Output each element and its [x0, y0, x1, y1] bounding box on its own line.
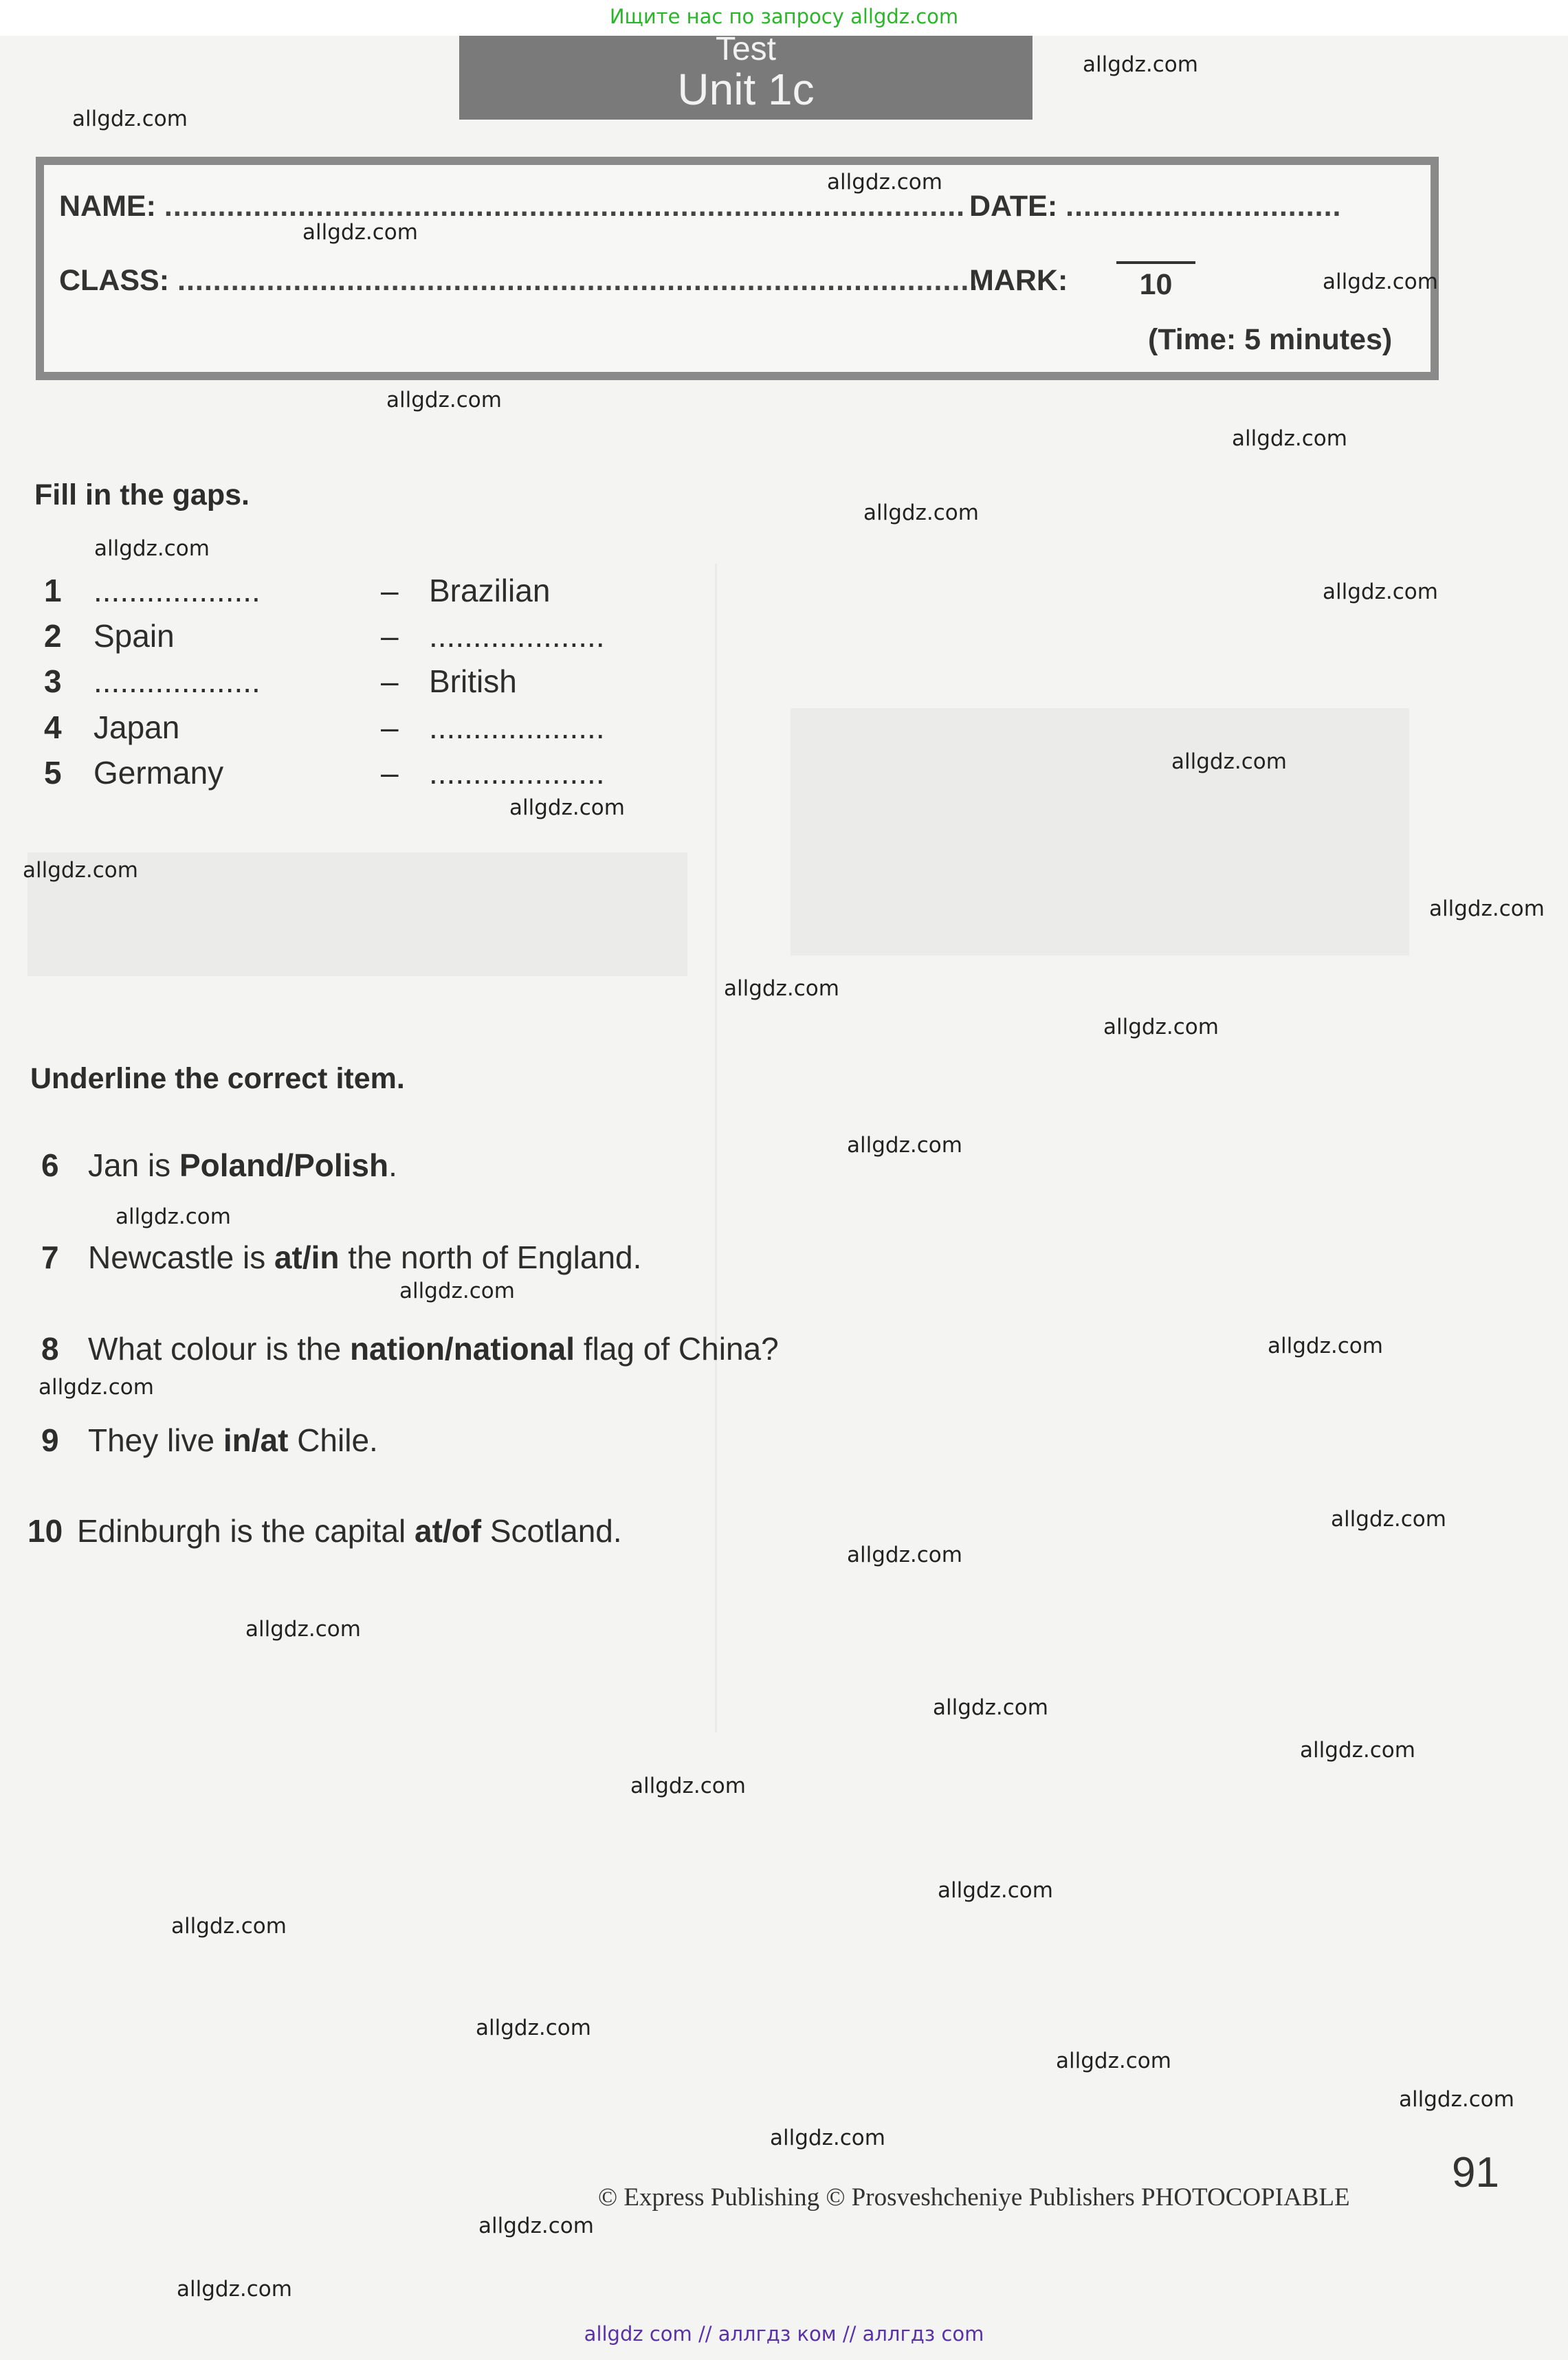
dash: – — [381, 755, 399, 791]
sentence-end: Chile. — [288, 1422, 378, 1458]
item-number: 9 — [41, 1422, 59, 1458]
watermark: allgdz.com — [177, 2277, 292, 2302]
item-number: 3 — [44, 663, 62, 699]
watermark: allgdz.com — [1056, 2049, 1171, 2073]
watermark: allgdz.com — [1083, 52, 1198, 77]
dash: – — [381, 709, 399, 745]
section-heading-underline: Underline the correct item. — [30, 1062, 405, 1095]
time-limit: (Time: 5 minutes) — [1148, 323, 1393, 356]
section-heading-fill-gaps: Fill in the gaps. — [34, 478, 250, 511]
nationality-cell: Brazilian — [429, 573, 551, 608]
watermark: allgdz.com — [476, 2016, 591, 2040]
mark-label: MARK: — [969, 264, 1068, 297]
item-number: 6 — [41, 1147, 59, 1183]
show-through-column-divider — [715, 564, 717, 1732]
country-cell: Germany — [93, 755, 224, 791]
watermark: allgdz.com — [509, 795, 625, 820]
sentence-end: . — [388, 1147, 397, 1183]
class-field — [59, 264, 978, 298]
mark-blank-line — [1116, 261, 1195, 264]
test-title: Test — [715, 31, 777, 67]
show-through-block — [791, 708, 1409, 956]
nationality-cell: .................... — [429, 755, 605, 791]
dash: – — [381, 618, 399, 654]
watermark: allgdz.com — [302, 220, 418, 245]
watermark: allgdz.com — [38, 1375, 154, 1400]
class-label: CLASS: — [59, 264, 170, 297]
item-number: 7 — [41, 1239, 59, 1275]
sentence-start: What colour is the — [88, 1331, 350, 1367]
name-label: NAME: — [59, 190, 156, 223]
sentence-start: Edinburgh is the capital — [77, 1513, 415, 1549]
watermark: allgdz.com — [23, 858, 138, 883]
watermark: allgdz.com — [1300, 1738, 1415, 1763]
date-label: DATE: — [969, 190, 1058, 223]
underline-item-row — [41, 1422, 378, 1459]
country-cell: ................... — [93, 663, 261, 699]
name-dots: .......................................................................................... — [164, 190, 966, 223]
watermark: allgdz.com — [1323, 269, 1438, 294]
choice-options: at/of — [414, 1513, 482, 1549]
mark-fraction — [1116, 261, 1195, 302]
item-number: 2 — [44, 618, 62, 654]
watermark: allgdz.com — [724, 976, 839, 1001]
watermark: allgdz.com — [770, 2126, 885, 2150]
item-number: 5 — [44, 755, 62, 791]
name-field — [59, 190, 965, 223]
watermark: allgdz.com — [933, 1695, 1048, 1720]
watermark: allgdz.com — [478, 2214, 594, 2238]
choice-options: in/at — [223, 1422, 289, 1458]
watermark: allgdz.com — [863, 500, 979, 525]
watermark: allgdz.com — [1429, 896, 1545, 921]
watermark: allgdz.com — [1232, 426, 1347, 451]
date-field — [969, 190, 1342, 223]
bottom-links[interactable]: allgdz com // аллгдз ком // аллгдз com — [584, 2322, 984, 2346]
item-number: 1 — [44, 573, 62, 608]
date-dots: ............................... — [1065, 190, 1342, 223]
item-number: 8 — [41, 1331, 59, 1367]
dash: – — [381, 663, 399, 699]
sentence-start: They live — [88, 1422, 223, 1458]
watermark: allgdz.com — [1171, 749, 1287, 774]
country-cell: Spain — [93, 618, 175, 654]
watermark: allgdz.com — [630, 1774, 746, 1798]
watermark: allgdz.com — [938, 1878, 1053, 1903]
watermark: allgdz.com — [847, 1133, 962, 1158]
watermark: allgdz.com — [1323, 580, 1438, 604]
underline-item-row — [27, 1512, 622, 1550]
watermark: allgdz.com — [72, 107, 188, 131]
nationality-cell: .................... — [429, 709, 605, 745]
nationality-cell: .................... — [429, 618, 605, 654]
choice-options: at/in — [274, 1239, 340, 1275]
sentence-end: the north of England. — [339, 1239, 642, 1275]
sentence-start: Jan is — [88, 1147, 179, 1183]
nationality-cell: British — [429, 663, 517, 699]
underline-item-row — [41, 1147, 397, 1184]
dash: – — [381, 573, 399, 608]
underline-item-row — [41, 1330, 779, 1367]
page-number: 91 — [1452, 2149, 1499, 2196]
watermark: allgdz.com — [245, 1617, 361, 1642]
watermark: allgdz.com — [1268, 1334, 1383, 1358]
choice-options: nation/national — [349, 1331, 575, 1367]
country-cell: ................... — [93, 573, 261, 608]
watermark: allgdz.com — [827, 170, 942, 195]
class-dots: .......................................................................................... — [177, 264, 979, 297]
watermark: allgdz.com — [1331, 1507, 1446, 1532]
copyright-footer: © Express Publishing © Prosveshcheniye Publishers PHOTOCOPIABLE — [598, 2183, 1350, 2212]
sentence-end: flag of China? — [575, 1331, 779, 1367]
watermark: allgdz.com — [171, 1914, 287, 1939]
underline-item-row — [41, 1239, 641, 1276]
choice-options: Poland/Polish — [179, 1147, 389, 1183]
student-info-box — [36, 157, 1439, 380]
watermark: allgdz.com — [847, 1543, 962, 1567]
watermark: allgdz.com — [1103, 1015, 1219, 1039]
watermark: allgdz.com — [386, 388, 502, 412]
watermark: allgdz.com — [94, 536, 210, 561]
watermark: allgdz.com — [399, 1279, 515, 1303]
top-banner: Ищите нас по запросу allgdz.com — [0, 0, 1568, 36]
item-number: 4 — [44, 709, 62, 745]
watermark: allgdz.com — [1399, 2087, 1514, 2112]
item-number: 10 — [27, 1513, 63, 1549]
unit-title: Unit 1c — [677, 65, 815, 114]
country-cell: Japan — [93, 709, 180, 745]
test-title-box — [459, 31, 1033, 120]
sentence-end: Scotland. — [481, 1513, 622, 1549]
watermark: allgdz.com — [115, 1204, 231, 1229]
sentence-start: Newcastle is — [88, 1239, 274, 1275]
mark-denominator: 10 — [1139, 268, 1173, 301]
